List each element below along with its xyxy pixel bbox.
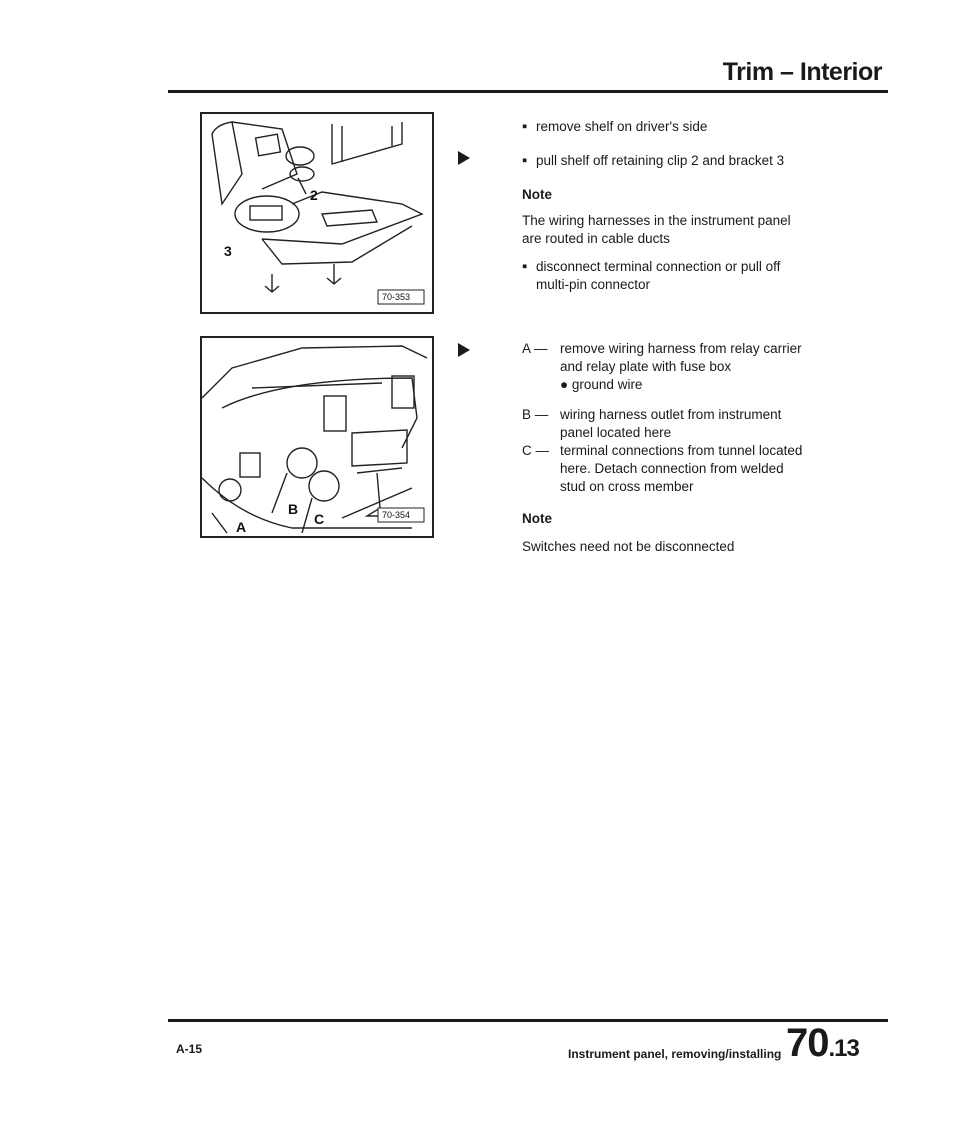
callout-3: 3 [224, 243, 232, 259]
legend-text: here. Detach connection from welded [560, 461, 784, 476]
callout-B: B [288, 501, 299, 517]
step-text: ▪ disconnect terminal connection or pull off [536, 259, 781, 274]
section-number [786, 1021, 859, 1066]
step-text: remove shelf on driver's side [536, 119, 708, 134]
legend-item-C: C — terminal connections from tunnel located here. Detach connection from welded stud on cross member [522, 442, 872, 496]
note-text: Switches need not be disconnected [522, 539, 735, 554]
shelf-illustration [202, 114, 432, 312]
arrow-pointer-icon [458, 151, 470, 165]
legend-key: B [522, 407, 532, 422]
dashboard-illustration [202, 338, 432, 536]
figure-shelf-removal [200, 112, 434, 314]
step-text: pull shelf off retaining clip 2 and bracket 3 [536, 153, 785, 168]
callout-A: A [236, 519, 247, 535]
callout-2: 2 [310, 187, 318, 203]
page-reference: A-15 [176, 1042, 203, 1056]
step-disconnect-terminal [522, 258, 886, 294]
callout-C: C [314, 511, 325, 527]
note-heading: Note [522, 511, 552, 526]
note-heading: Note [522, 187, 552, 202]
legend-text: and relay plate with fuse box [560, 359, 732, 374]
section-number-sub: .13 [828, 1035, 859, 1062]
figure-wiring-harness [200, 336, 434, 538]
figure-code: 70-353 [382, 292, 411, 302]
legend-text: remove wiring harness from relay carrier [560, 341, 802, 356]
dot-bullet-icon: ● [560, 377, 572, 392]
legend-subtext: ground wire [571, 377, 643, 392]
step-remove-shelf [522, 118, 886, 136]
note-line: are routed in cable ducts [522, 231, 670, 246]
legend-key: C [522, 443, 532, 458]
footer-caption: Instrument panel, removing/installing [568, 1047, 782, 1061]
page-header-title: Trim – Interior [722, 58, 882, 86]
note-line: The wiring harnesses in the instrument panel [522, 213, 791, 228]
legend-key: A [522, 341, 531, 356]
legend-text: terminal connections from tunnel located [560, 443, 803, 458]
legend-item-A: A — remove wiring harness from relay carrier and relay plate with fuse box ● ground wire [522, 340, 872, 394]
legend-item-B: B — wiring harness outlet from instrument panel located here [522, 406, 872, 442]
arrow-pointer-icon [458, 343, 470, 357]
legend-text: panel located here [560, 425, 672, 440]
legend-text: wiring harness outlet from instrument [560, 407, 782, 422]
footer-rule [168, 1019, 888, 1022]
header-rule [168, 90, 888, 93]
step-text: multi-pin connector [536, 277, 651, 292]
section-number-main: 70 [786, 1021, 829, 1065]
figure-code: 70-354 [382, 510, 411, 520]
note-text [522, 212, 872, 248]
legend-text: stud on cross member [560, 479, 694, 494]
step-pull-shelf [522, 152, 886, 170]
